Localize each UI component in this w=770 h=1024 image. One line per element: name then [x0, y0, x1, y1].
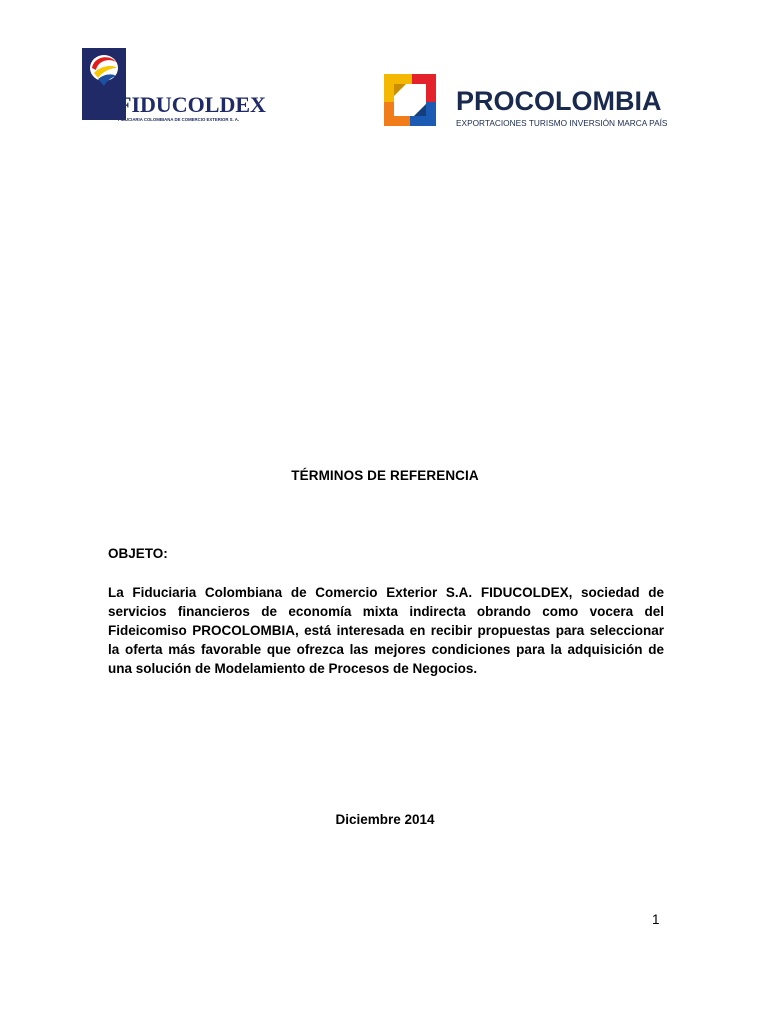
procolombia-logo-icon — [384, 74, 436, 126]
objeto-label: OBJETO: — [108, 546, 168, 561]
fiducoldex-logo-tagline: FIDUCIARIA COLOMBIANA DE COMERCIO EXTERIOR S. A. — [118, 117, 240, 122]
document-date: Diciembre 2014 — [335, 812, 435, 827]
page-number: 1 — [652, 912, 660, 927]
procolombia-logo-tagline: EXPORTACIONES TURISMO INVERSIÓN MARCA PAÍS — [456, 118, 668, 128]
procolombia-logo-name: PROCOLOMBIA — [456, 86, 662, 116]
fiducoldex-logo — [80, 46, 300, 124]
fiducoldex-logo-name: FIDUCOLDEX — [118, 92, 266, 117]
document-title: TÉRMINOS DE REFERENCIA — [291, 468, 479, 483]
objeto-text: La Fiduciaria Colombiana de Comercio Exterior S.A. FIDUCOLDEX, sociedad de servicios financieros de economía mixta indirecta obrando como vocera del Fideicomiso PROCOLOMBIA, está interesada en recibir propuestas para seleccionar la oferta más favorable que ofrezca las mejores condiciones para la adquisición de una solución de Modelamiento de Procesos de Negocios. — [108, 585, 664, 676]
procolombia-logo — [382, 72, 682, 128]
